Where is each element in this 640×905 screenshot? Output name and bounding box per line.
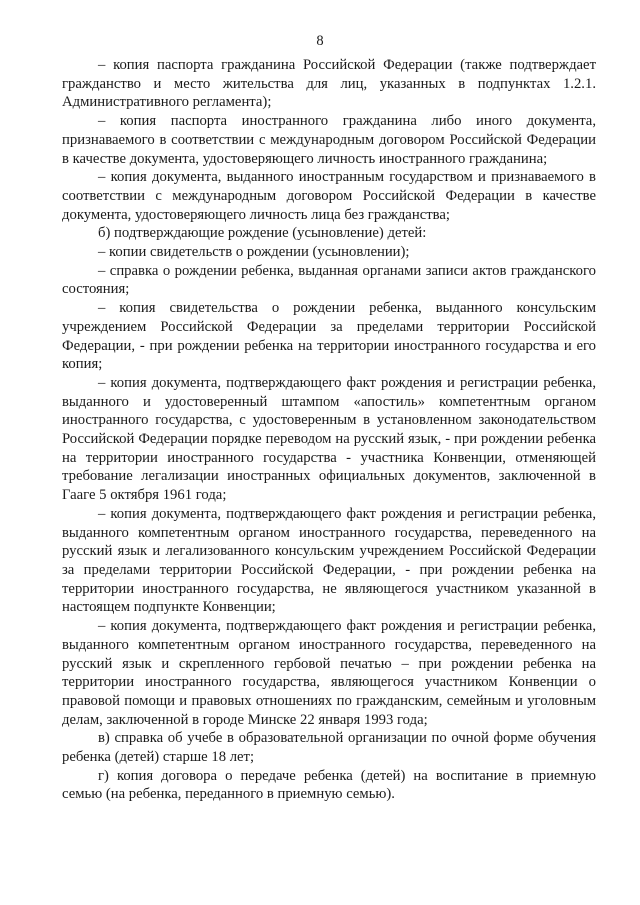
paragraph-passport-rf: – копия паспорта гражданина Российской Федерации (также подтверждает гражданство и место жительства для лиц, указанных в подпунктах 1.2.1. Административного регламента); [62, 57, 596, 111]
paragraph-minsk-convention-document: – копия документа, подтверждающего факт рождения и регистрации ребенка, выданного компетентным органом иностранного государства, переведенного на русский язык и скрепленного гербовой печатью – при рождении ребенка на территории иностранного государства, являющегося участником Конвенции о правовой помощи и правовых отношениях по гражданским, семейным и уголовным делам, заключенной в городе Минске 22 января 1993 года; [62, 618, 596, 728]
page-number: 8 [316, 33, 324, 49]
paragraph-passport-foreign: – копия паспорта иностранного гражданина либо иного документа, признаваемого в соответствии с международным договором Российской Федерации в качестве документа, удостоверяющего личность иностранного гражданина; [62, 113, 596, 167]
paragraph-apostille-document: – копия документа, подтверждающего факт рождения и регистрации ребенка, выданного и удостоверенный штампом «апостиль» компетентным органом иностранного государства, с удостоверенным в установленном законодательством Российской Федерации порядке переводом на русский язык, - при рождении ребенка на территории иностранного государства - участника Конвенции, отменяющей требование легализации иностранных официальных документов, заключенной в Гааге 5 октября 1961 года; [62, 374, 596, 504]
paragraph-consular-certificate: – копия свидетельства о рождении ребенка, выданного консульским учреждением Российской Федерации за пределами территории Российской Федерации, - при рождении ребенка на территории иностранного государства и его копия; [62, 300, 596, 373]
paragraph-legalized-document: – копия документа, подтверждающего факт рождения и регистрации ребенка, выданного компетентным органом иностранного государства, переведенного на русский язык и легализованного консульским учреждением Российской Федерации за пределами территории Российской Федерации, - при рождении ребенка на территории иностранного государства, не являющегося участником указанной в настоящем подпункте Конвенции; [62, 505, 596, 616]
paragraph-birth-reference: – справка о рождении ребенка, выданная органами записи актов гражданского состояния; [62, 262, 596, 298]
paragraph-birth-certificates: – копии свидетельств о рождении (усыновлении); [98, 244, 410, 261]
paragraph-stateless-document: – копия документа, выданного иностранным государством и признаваемого в соответствии с международным договором Российской Федерации в качестве документа, удостоверяющего личность лица без гражданства; [62, 169, 596, 223]
paragraph-section-g-foster-contract: г) копия договора о передаче ребенка (детей) на воспитание в приемную семью (на ребенка, переданного в приемную семью). [62, 767, 596, 803]
paragraph-section-v-study-reference: в) справка об учебе в образовательной организации по очной форме обучения ребенка (детей) старше 18 лет; [62, 730, 596, 766]
paragraph-section-b-heading: б) подтверждающие рождение (усыновление) детей: [98, 225, 427, 242]
document-body [62, 56, 596, 804]
